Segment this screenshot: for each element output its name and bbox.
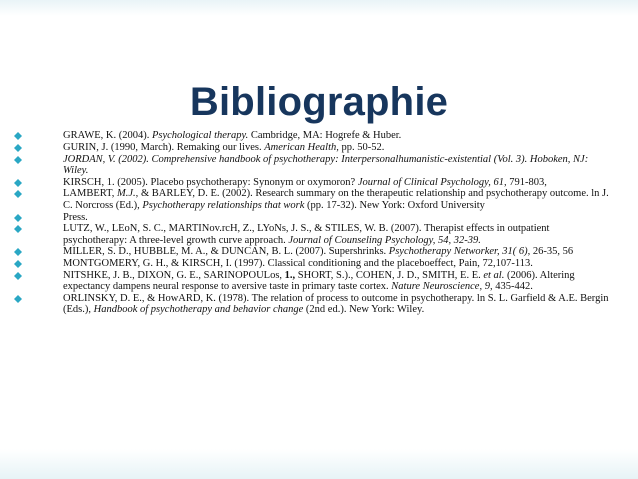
list-item [14,258,614,269]
ref-italic: Handbook of psychotherapy and behavior change [93,304,304,316]
ref-text: & BARLEY, D. E. (2002). Research summary on the therapeutic relationship and psychotherapy outcome. ln J. C. Norcross (Ed.), [63,188,609,211]
ref-text: NITSHKE, J. B., DIXON, G. E., SARINOPOULos, [63,270,285,282]
ref-italic: et al. [483,270,505,282]
ref-italic: JORDAN, V. (2002). Comprehensive handbook of psychotherapy: Interpersonalhumanistic-existential (Vol. 3). Hoboken, NJ: Wiley. [63,153,589,176]
ref-italic: M.J., [117,188,139,200]
ref-text: ORLINSKY, D. E., & HowARD, K. (1978). The relation of process to outcome in psychotherapy. ln S. L. Garfield & A.E. Bergin (Eds.), [63,293,609,316]
ref-text: KIRSCH, 1. (2005). Placebo psychotherapy: Synonym or oxymoron? [63,176,358,188]
ref-text: Press. [63,211,88,223]
ref-italic: Journal of Counseling Psychology, 54, 32-39. [288,234,481,246]
diamond-bullet-icon [14,132,22,140]
diamond-bullet-icon [14,156,22,164]
diamond-bullet-icon [14,179,22,187]
ref-text: MONTGOMERY, G. H., & KIRSCH, I. (1997). Classical conditioning and the placeboeffect, Pain, 72,107-113. [63,258,533,270]
list-item [14,270,614,293]
list-item [14,223,614,246]
ref-italic: Nature Neuroscience, 9, [391,281,493,293]
reference-list [14,130,614,316]
bottom-decor-band [0,449,638,479]
diamond-bullet-icon [14,295,22,303]
ref-text: pp. 50-52. [338,141,385,153]
list-item [14,130,614,141]
ref-text: (pp. 17-32). New York: Oxford University [304,199,485,211]
ref-bold: 1., [284,270,296,282]
ref-text: GRAWE, K. (2004). [63,130,152,141]
page-title: Bibliographie [189,80,449,124]
ref-text: (2nd ed.). New York: Wiley. [303,304,425,316]
ref-text: 791-803, [506,176,547,188]
ref-text: LAMBERT, [63,188,118,200]
ref-text: MILLER, S. D., HUBBLE, M. A., & DUNCAN, B. L. (2007). Supershrinks. [63,246,389,258]
ref-text: 435-442. [492,281,533,293]
ref-italic: Journal of Clinical Psychology, 61, [357,176,507,188]
ref-text: SHORT, S.)., COHEN, J. D., SMITH, E. E. [295,270,484,282]
diamond-bullet-icon [14,214,22,222]
list-item [14,142,614,153]
diamond-bullet-icon [14,225,22,233]
list-item [14,212,614,223]
ref-text: Cambridge, MA: Hogrefe & Huber. [248,130,402,141]
list-item [14,188,614,211]
ref-italic: Psychological therapy. [151,130,249,141]
ref-italic: Psychotherapy relationships that work [142,199,305,211]
diamond-bullet-icon [14,144,22,152]
diamond-bullet-icon [14,248,22,256]
ref-text: (2006). Altering expectancy dampens neural response to aversive taste in primary taste cortex. [63,270,575,293]
list-item [14,177,614,188]
ref-italic: American Health, [264,141,339,153]
ref-italic: Psychotherapy Networker, 31( 6), [388,246,531,258]
list-item [14,246,614,257]
list-item [14,154,614,177]
list-item [14,293,614,316]
top-decor-band [0,0,638,16]
ref-text: GURIN, J. (1990, March). Remaking our lives. [63,141,265,153]
ref-text: 26-35, 56 [530,246,574,258]
diamond-bullet-icon [14,190,22,198]
ref-text: LUTZ, W., LEoN, S. C., MARTINov.rcH, Z., LYoNs, J. S., & STILES, W. B. (2007). Therapist effects in outpatient psychotherapy: A three-level growth curve approach. [63,223,550,246]
diamond-bullet-icon [14,260,22,268]
diamond-bullet-icon [14,272,22,280]
